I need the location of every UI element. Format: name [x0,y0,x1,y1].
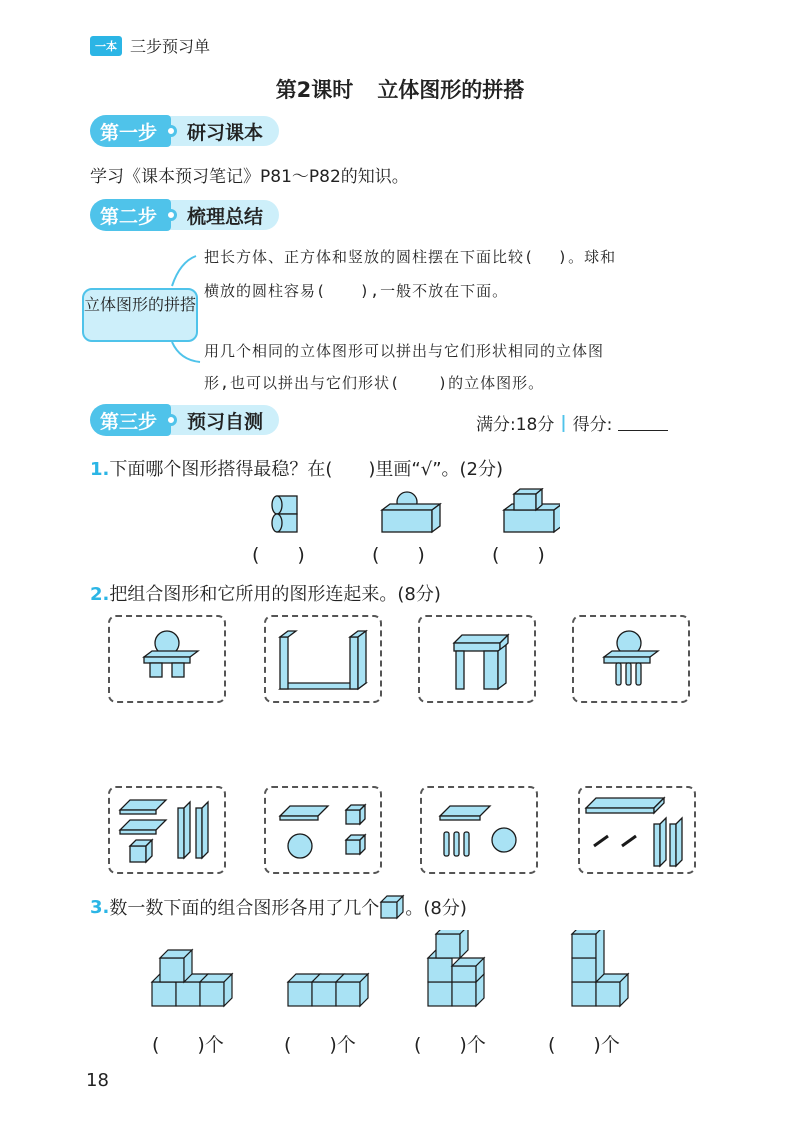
q1-answer-3[interactable]: ( ) [492,544,545,566]
q3-answer-1[interactable]: ( )个 [152,1034,224,1056]
cube-on-cuboid-figure [504,489,560,532]
question-3-number: 3. [90,896,110,918]
q3-answer-2[interactable]: ( )个 [284,1034,356,1056]
summary-line-4: 形,也可以拼出与它们形状( )的立体图形。 [204,374,545,392]
step-2-badge: 第二步 [90,199,171,231]
plate-cylinders-sphere-figure [422,788,536,872]
plate-sphere-cubes-figure [266,788,380,872]
score-got-label: 得分: [572,415,613,435]
combined-figure-box-1[interactable] [108,615,226,703]
q3-answer-3[interactable]: ( )个 [414,1034,486,1056]
brand-text: 三步预习单 [130,37,211,56]
sphere-on-cuboid-figure [382,492,440,532]
summary-line-1: 把长方体、正方体和竖放的圆柱摆在下面比较( )。球和 [204,248,617,266]
cuboid-table-figure [420,617,534,701]
question-1-figures [260,488,560,544]
component-box-4[interactable] [578,786,696,874]
combined-figure-box-2[interactable] [264,615,382,703]
page-number: 18 [86,1070,109,1091]
step-1-text: 学习《课本预习笔记》P81～P82的知识。 [90,167,409,187]
step-1-badge: 第一步 [90,115,171,147]
step-1-name: 研习课本 [167,116,279,146]
plate-rods-boards-figure [580,788,694,872]
summary-line-3: 用几个相同的立体图形可以拼出与它们形状相同的立体图 [204,342,605,360]
sphere-table-figure [110,617,224,701]
component-box-3[interactable] [420,786,538,874]
step-2-name: 梳理总结 [167,200,279,230]
summary-line-2: 横放的圆柱容易( ),一般不放在下面。 [204,282,509,300]
stack-cylinders-figure [272,496,297,532]
cube-stack-a [152,950,232,1006]
q1-answer-1[interactable]: ( ) [252,544,305,566]
q3-answer-4[interactable]: ( )个 [548,1034,620,1056]
question-1-text: 下面哪个图形搭得最稳？在( )里画“√”。(2分) [109,459,504,480]
score-area [476,410,668,435]
cube-stack-c [428,930,484,1006]
component-box-2[interactable] [264,786,382,874]
question-3-score: 。(8分) [405,898,467,919]
brand-header [90,34,210,57]
plates-and-cube-figure [110,788,224,872]
question-2-number: 2. [90,584,110,605]
question-2-text: 把组合图形和它所用的图形连起来。(8分) [109,584,441,605]
page-title [0,74,800,104]
question-1 [90,455,503,481]
score-full: 满分:18分 [476,415,555,435]
component-box-1[interactable] [108,786,226,874]
question-3 [90,894,467,920]
sphere-on-legs-figure [574,617,688,701]
step-1-header [90,114,279,148]
score-blank[interactable] [618,415,668,431]
combined-figure-box-3[interactable] [418,615,536,703]
brand-badge: 一本 [90,36,122,56]
step-2-header [90,198,279,232]
lesson-title: 立体图形的拼搭 [377,78,525,102]
cube-icon [379,894,405,920]
step-3-badge: 第三步 [90,404,171,436]
lesson-number: 第2课时 [275,78,354,102]
cube-stack-b [288,974,368,1006]
concept-box: 立体图形的拼搭 [82,288,198,342]
score-separator: | [560,412,567,433]
question-1-number: 1. [90,459,110,480]
u-shape-figure [266,617,380,701]
cube-stack-d [572,930,628,1006]
combined-figure-box-4[interactable] [572,615,690,703]
question-3-text: 数一数下面的组合图形各用了几个 [109,898,380,919]
step-3-header [90,403,279,437]
question-2 [90,580,441,606]
step-3-name: 预习自测 [167,405,279,435]
q1-answer-2[interactable]: ( ) [372,544,425,566]
question-3-figures [140,930,660,1020]
